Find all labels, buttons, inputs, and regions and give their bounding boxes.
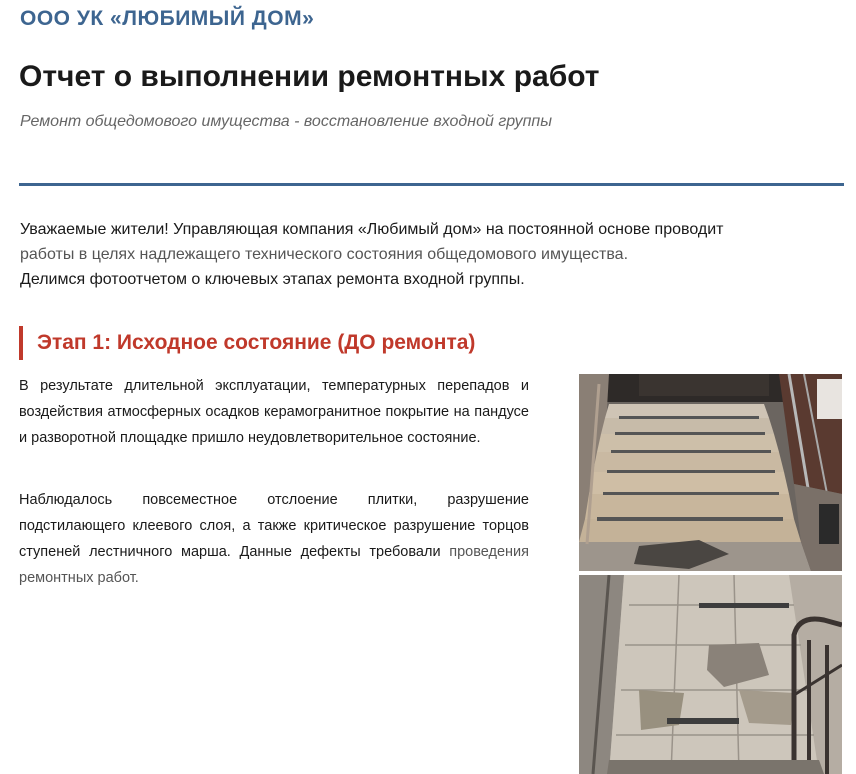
intro-line-1: Уважаемые жители! Управляющая компания «Любимый дом» на постоянной основе проводит bbox=[20, 221, 724, 238]
stage-1-paragraph-1: В результате длительной эксплуатации, температурных перепадов и воздействия атмосферных осадков керамогранитное покрытие на пандусе и разворотной площадке пришло неудовлетворительное состояние. bbox=[19, 378, 529, 446]
intro-line-2: работы в целях надлежащего технического состояния общедомового имущества. bbox=[20, 246, 629, 263]
company-name: ООО УК «ЛЮБИМЫЙ ДОМ» bbox=[20, 7, 315, 30]
page-title: Отчет о выполнении ремонтных работ bbox=[19, 60, 600, 93]
stage-1-paragraph-2-main: Наблюдалось повсеместное отслоение плитки, разрушение подстилающего клеевого слоя, а также критическое разрушение торцов ступеней лестничного марша. Данные дефекты требовали bbox=[19, 492, 529, 560]
header-divider bbox=[19, 183, 844, 186]
stage-1-heading: Этап 1: Исходное состояние (ДО ремонта) bbox=[19, 326, 475, 360]
page-subtitle: Ремонт общедомового имущества - восстановление входной группы bbox=[20, 113, 552, 130]
intro-text bbox=[20, 217, 840, 292]
intro-line-3: Делимся фотоотчетом о ключевых этапах ремонта входной группы. bbox=[20, 271, 525, 288]
stage-1-paragraph-2 bbox=[19, 487, 529, 591]
photo-ramp-before bbox=[579, 575, 842, 774]
photo-stairs-before bbox=[579, 374, 842, 571]
stage-1-paragraph-2-tail: проведения ремонтных работ. bbox=[19, 544, 529, 586]
